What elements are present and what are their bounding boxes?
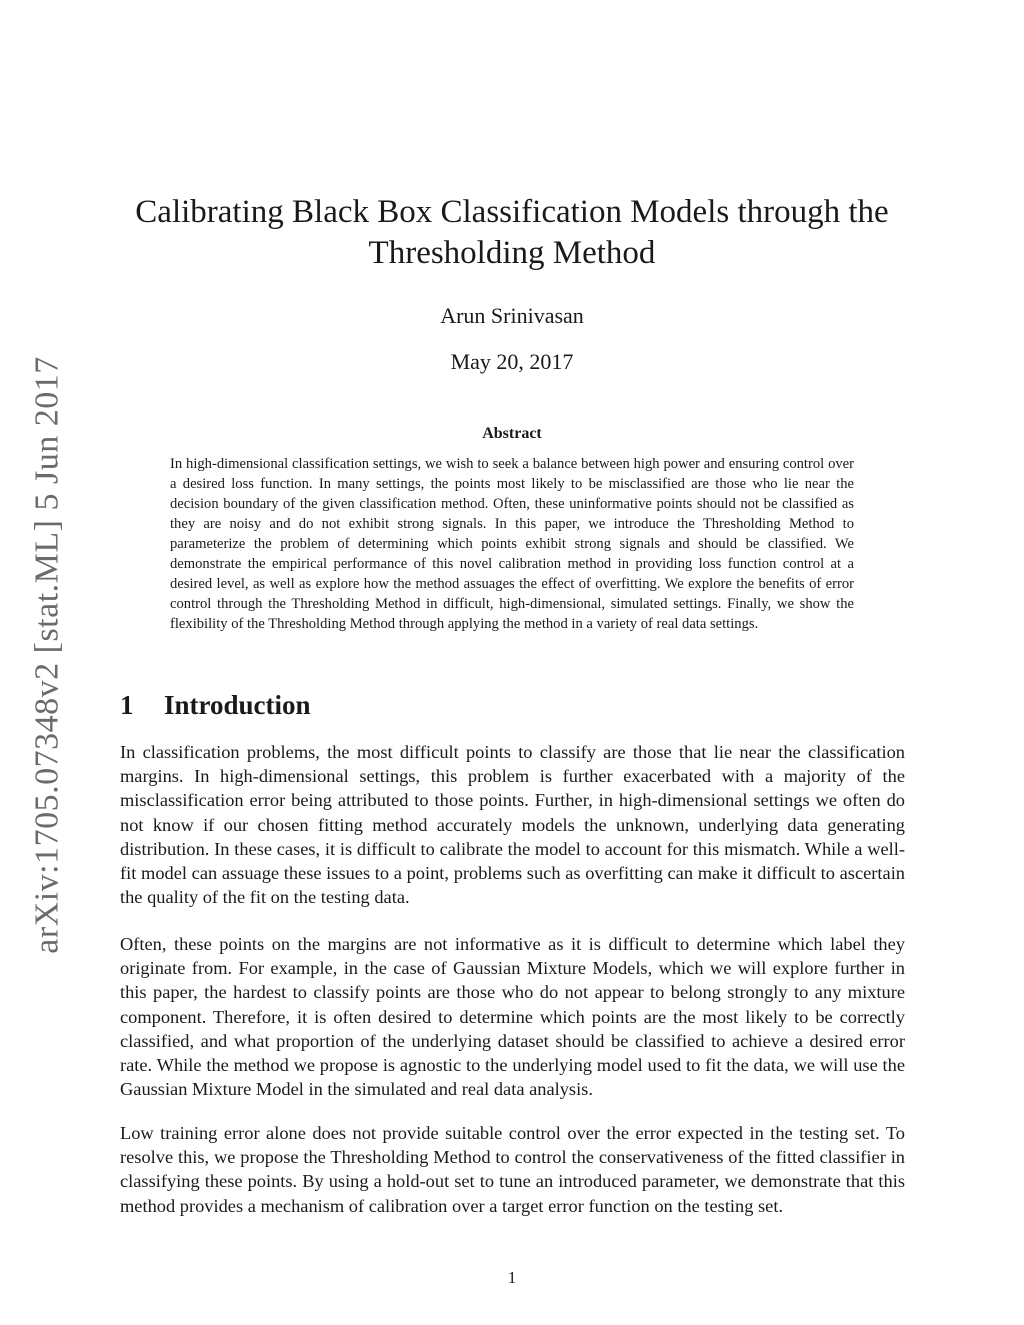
section-heading [120,690,904,721]
abstract-heading: Abstract [482,425,542,442]
intro-paragraph: Often, these points on the margins are not informative as it is difficult to determine which label they originate from. For example, in the case of Gaussian Mixture Models, which we will explore further in this paper, the hardest to classify points are those who do not appear to belong strongly to any mixture component. Therefore, it is often desired to determine which points are the most likely to be correctly classified, and what proportion of the underlying dataset should be classified to achieve a desired error rate. While the method we propose is agnostic to the underlying model used to fit the data, we will use the Gaussian Mixture Model in the simulated and real data analysis. [120,934,905,1100]
paper-title: Calibrating Black Box Classification Models through the Thresholding Method [135,194,889,271]
page-number: 1 [507,1268,517,1287]
abstract-text: In high-dimensional classification settings, we wish to seek a balance between high power and ensuring control over a desired loss function. In many settings, the points most likely to be misclassified are those who lie near the decision boundary of the given classification method. Often, these uninformative points should not be classified as they are noisy and do not exhibit strong signals. In this paper, we introduce the Thresholding Method to parameterize the problem of determining which points exhibit strong signals and should be classified. We demonstrate the empirical performance of this novel calibration method in providing loss function control at a desired level, as well as explore how the method assuages the effect of overfitting. We explore the benefits of error control through the Thresholding Method in difficult, high-dimensional, simulated settings. Finally, we show the flexibility of the Thresholding Method through applying the method in a variety of real data settings. [170,456,854,632]
section-number: 1 [120,690,134,720]
intro-paragraph: Low training error alone does not provide suitable control over the error expected in the testing set. To resolve this, we propose the Thresholding Method to control the conservativeness of the fitted classifier in classifying these points. By using a hold-out set to tune an introduced parameter, we demonstrate that this method provides a mechanism of calibration over a target error function on the testing set. [120,1123,905,1216]
paper-author: Arun Srinivasan [440,303,584,328]
section-title: Introduction [164,690,311,720]
paper-date: May 20, 2017 [450,349,574,374]
intro-paragraph: In classification problems, the most difficult points to classify are those that lie near the classification margins. In high-dimensional settings, this problem is further exacerbated with a majority of the misclassification error being attributed to those points. Further, in high-dimensional settings we often do not know if our chosen fitting method accurately models the unknown, underlying data generating distribution. In these cases, it is difficult to calibrate the model to account for this mismatch. While a well-fit model can assuage these issues to a point, problems such as overfitting can make it difficult to ascertain the quality of the fit on the testing data. [120,742,905,908]
arxiv-identifier-text: arXiv:1705.07348v2 [stat.ML] 5 Jun 2017 [29,356,67,954]
arxiv-identifier-stamp [18,356,78,954]
